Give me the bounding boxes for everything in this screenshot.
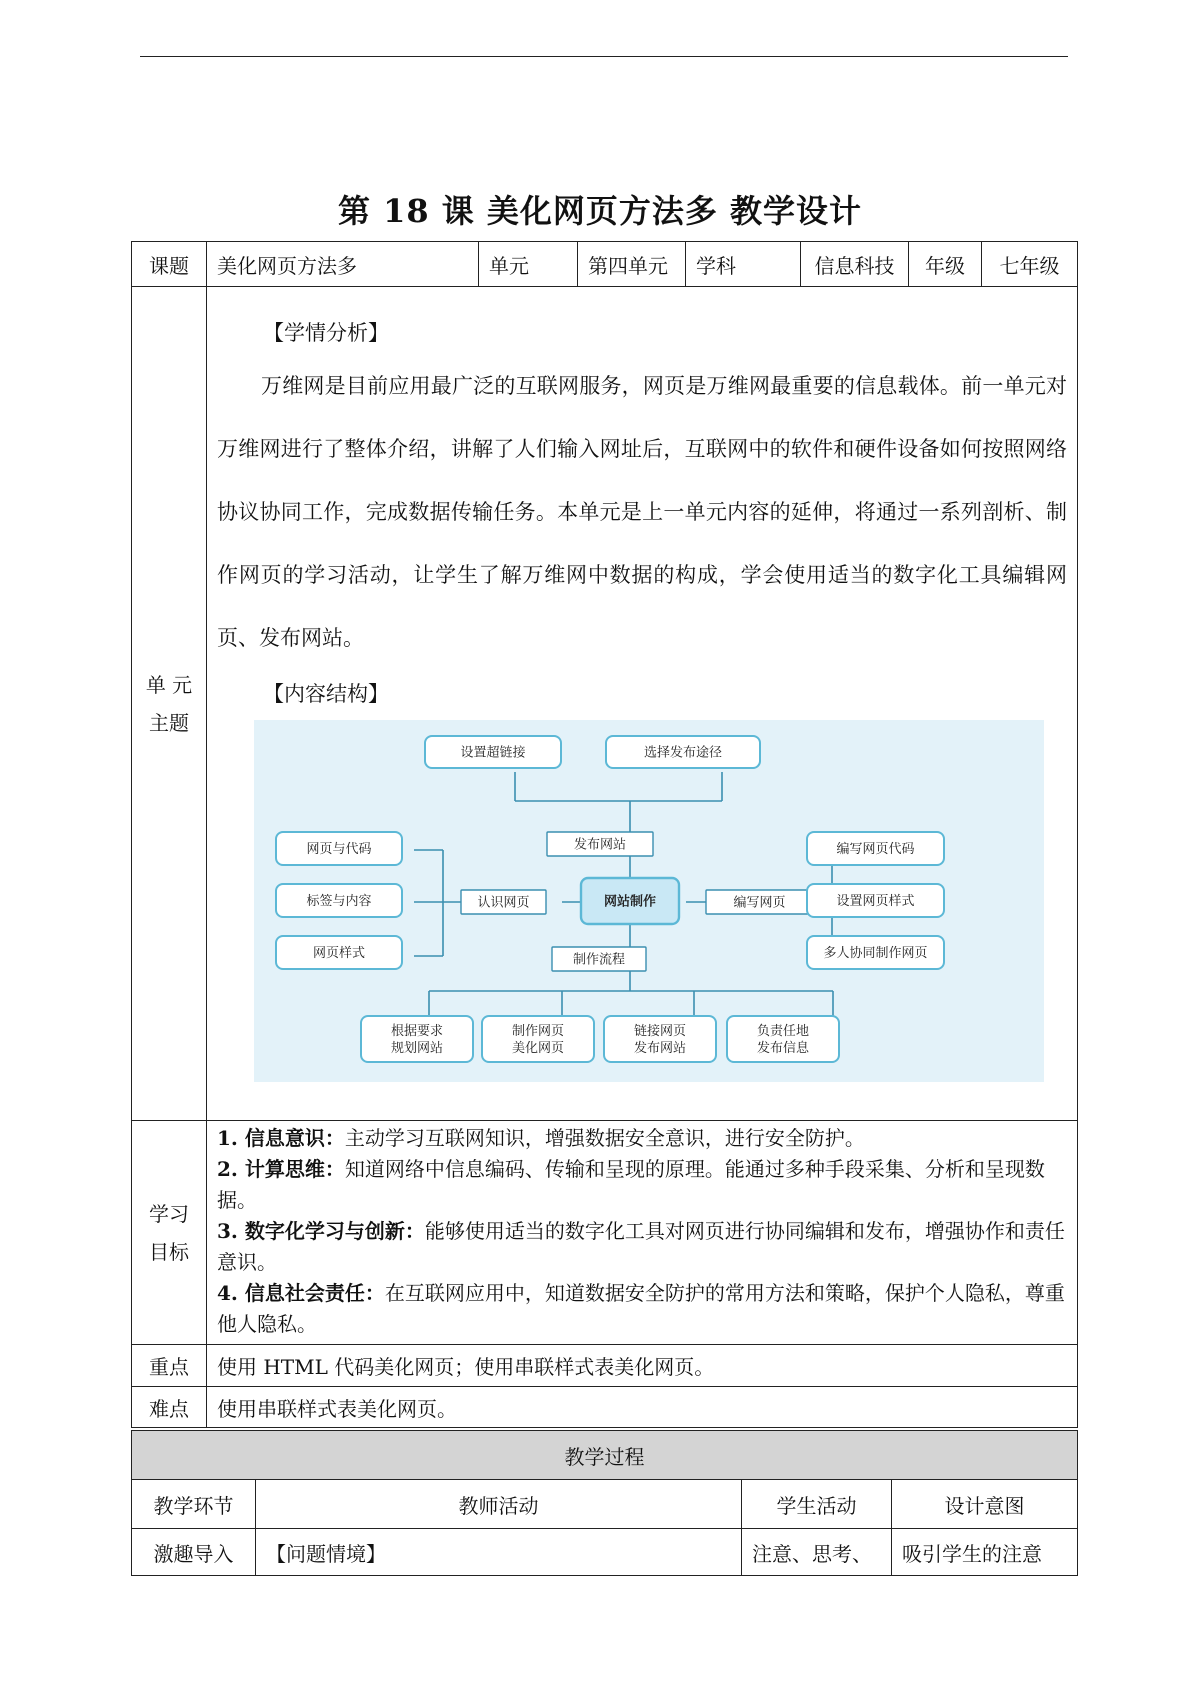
node-know-web xyxy=(461,890,546,914)
svg-text:编写网页代码: 编写网页代码 xyxy=(836,842,915,857)
column-intent: 设计意图 xyxy=(892,1480,1078,1529)
column-stage: 教学环节 xyxy=(132,1480,256,1529)
svg-text:美化网页: 美化网页 xyxy=(511,1041,565,1056)
grade-label: 年级 xyxy=(909,242,982,287)
node-bottom-1 xyxy=(361,1016,473,1062)
process-intent: 吸引学生的注意 xyxy=(892,1529,1078,1576)
svg-text:设置超链接: 设置超链接 xyxy=(460,745,526,761)
node-left-2 xyxy=(276,884,402,917)
analysis-heading: 【学情分析】 xyxy=(263,321,389,345)
process-student: 注意、思考、 xyxy=(742,1529,892,1576)
node-bottom-4 xyxy=(727,1016,839,1062)
node-left-1 xyxy=(276,832,402,865)
teaching-process-table xyxy=(131,1430,1078,1576)
node-right-3 xyxy=(807,936,944,969)
unit-theme-label: 单 元 主题 xyxy=(132,287,207,1121)
svg-text:认识网页: 认识网页 xyxy=(477,895,530,911)
node-bottom-2 xyxy=(482,1016,594,1062)
svg-text:发布网站: 发布网站 xyxy=(573,837,627,853)
svg-text:负责任地: 负责任地 xyxy=(756,1024,810,1039)
goal-item-2: 2. 计算思维：知道网络中信息编码、传输和呈现的原理。能通过多种手段采集、分析和呈现数据。 xyxy=(217,1157,1045,1212)
key-point-label: 重点 xyxy=(132,1345,207,1387)
column-student: 学生活动 xyxy=(742,1480,892,1529)
node-top-1 xyxy=(425,736,561,768)
svg-text:发布信息: 发布信息 xyxy=(756,1041,810,1056)
unit-value: 第四单元 xyxy=(578,242,686,287)
document-title: 第 18 课 美化网页方法多 教学设计 xyxy=(337,192,863,230)
topic-value: 美化网页方法多 xyxy=(207,242,479,287)
process-header-row xyxy=(132,1431,1078,1480)
grade-value: 七年级 xyxy=(982,242,1078,287)
column-teacher: 教师活动 xyxy=(256,1480,742,1529)
svg-text:发布网站: 发布网站 xyxy=(633,1041,687,1056)
node-left-3 xyxy=(276,936,402,969)
process-header: 教学过程 xyxy=(132,1431,1078,1480)
node-right-2 xyxy=(807,884,944,917)
svg-text:网页样式: 网页样式 xyxy=(312,946,366,961)
difficulty-label: 难点 xyxy=(132,1387,207,1428)
analysis-text: 万维网是目前应用最广泛的互联网服务，网页是万维网最重要的信息载体。前一单元对万维网进行了整体介绍，讲解了人们输入网址后，互联网中的软件和硬件设备如何按照网络协议协同工作，完成数据传输任务。本单元是上一单元内容的延伸，将通过一系列剖析、制作网页的学习活动，让学生了解万维网中数据的构成，学会使用适当的数字化工具编辑网页、发布网站。 xyxy=(217,374,1067,650)
svg-text:编写网页: 编写网页 xyxy=(733,895,786,911)
svg-text:网站制作: 网站制作 xyxy=(603,894,657,910)
key-point-text: 使用 HTML 代码美化网页；使用串联样式表美化网页。 xyxy=(207,1345,1078,1387)
svg-text:标签与内容: 标签与内容 xyxy=(306,894,372,909)
difficulty-text: 使用串联样式表美化网页。 xyxy=(207,1387,1078,1428)
node-bottom-3 xyxy=(604,1016,716,1062)
header-rule xyxy=(140,56,1068,57)
svg-text:选择发布途径: 选择发布途径 xyxy=(643,745,723,761)
goal-item-1: 1. 信息意识：主动学习互联网知识，增强数据安全意识，进行安全防护。 xyxy=(217,1126,865,1150)
content-structure-diagram xyxy=(254,720,1044,1082)
svg-text:设置网页样式: 设置网页样式 xyxy=(836,894,915,909)
goal-item-3: 3. 数字化学习与创新：能够使用适当的数字化工具对网页进行协同编辑和发布，增强协作和责任意识。 xyxy=(217,1219,1065,1274)
subject-value: 信息科技 xyxy=(801,242,909,287)
subject-label: 学科 xyxy=(686,242,801,287)
process-teacher: 【问题情境】 xyxy=(256,1529,742,1576)
svg-text:链接网页: 链接网页 xyxy=(633,1024,687,1039)
node-top-2 xyxy=(606,736,760,768)
node-workflow xyxy=(552,947,646,971)
node-right-1 xyxy=(807,832,944,865)
goals-content xyxy=(207,1121,1078,1345)
goals-label: 学习 目标 xyxy=(132,1121,207,1345)
svg-text:网页与代码: 网页与代码 xyxy=(306,842,372,857)
svg-text:制作流程: 制作流程 xyxy=(572,952,626,968)
node-center xyxy=(581,878,679,924)
key-point-row xyxy=(132,1345,1078,1387)
difficulty-row xyxy=(132,1387,1078,1428)
unit-theme-row xyxy=(132,287,1078,1121)
lesson-info-table xyxy=(131,241,1078,1428)
svg-text:制作网页: 制作网页 xyxy=(511,1024,565,1039)
unit-label: 单元 xyxy=(479,242,578,287)
svg-text:根据要求: 根据要求 xyxy=(390,1024,444,1039)
process-stage: 激趣导入 xyxy=(132,1529,256,1576)
unit-theme-content xyxy=(207,287,1078,1121)
goals-row xyxy=(132,1121,1078,1345)
node-publish-site xyxy=(547,832,653,856)
process-row xyxy=(132,1529,1078,1576)
process-columns-row xyxy=(132,1480,1078,1529)
info-row xyxy=(132,242,1078,287)
svg-text:多人协同制作网页: 多人协同制作网页 xyxy=(823,946,928,961)
topic-label: 课题 xyxy=(132,242,207,287)
svg-text:规划网站: 规划网站 xyxy=(390,1041,444,1056)
node-write-web xyxy=(706,890,813,914)
structure-heading: 【内容结构】 xyxy=(263,682,389,706)
goal-item-4: 4. 信息社会责任：在互联网应用中，知道数据安全防护的常用方法和策略，保护个人隐私，尊重他人隐私。 xyxy=(217,1281,1065,1336)
